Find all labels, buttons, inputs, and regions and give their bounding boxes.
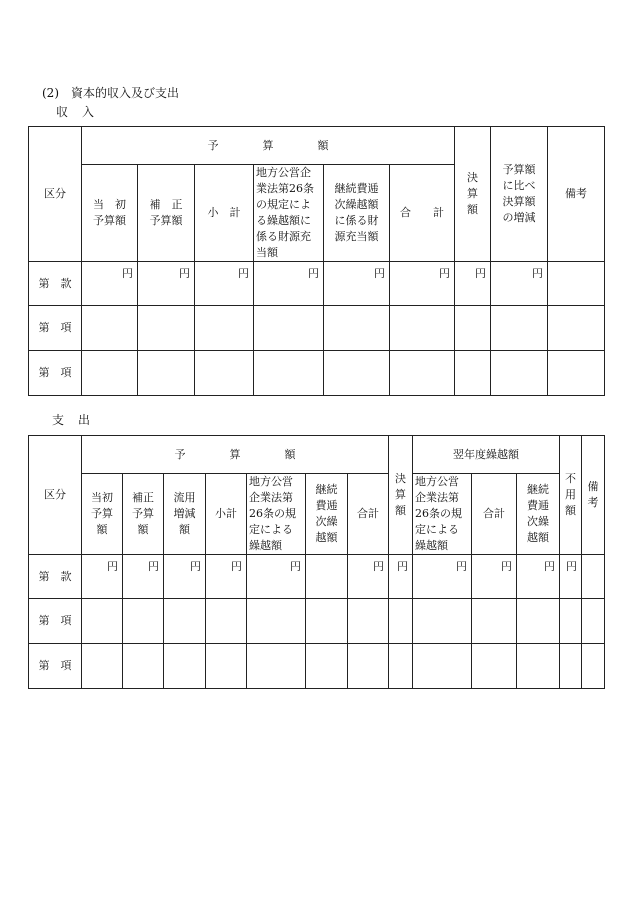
table-cell: 円 [195,262,254,306]
table-cell [164,599,206,644]
table-cell [82,599,123,644]
table-cell [455,306,491,351]
table-cell [306,599,348,644]
table-cell: 円 [455,262,491,306]
table-cell [582,555,605,599]
table-row [29,306,605,351]
table-cell [389,644,413,689]
table-cell [560,644,582,689]
table-cell [390,351,455,396]
table-cell: 円 [164,555,206,599]
expense-col-header: 合計 [348,474,389,555]
expense-kessan-header: 決 算 額 [389,436,413,555]
row-label: 第 項 [29,644,82,689]
expense-yokunen-header: 翌年度繰越額 [413,436,560,474]
income-col-header: 継続費逓 次繰越額 に係る財 源充当額 [324,165,390,262]
table-cell [306,555,348,599]
table-row [29,351,605,396]
table-cell: 円 [348,555,389,599]
table-cell [82,306,138,351]
expense-yokunen-col-header: 地方公営 企業法第 26条の規 定による 繰越額 [413,474,472,555]
income-yosan-header: 予 算 額 [82,127,455,165]
table-cell [247,644,306,689]
income-kessan-header: 決 算 額 [455,127,491,262]
expense-yosan-header: 予 算 額 [82,436,389,474]
table-cell [390,306,455,351]
expense-fuyo-header: 不 用 額 [560,436,582,555]
income-label: 収 入 [56,105,96,119]
income-biko-header: 備考 [548,127,605,262]
table-cell [582,599,605,644]
table-cell: 円 [324,262,390,306]
expense-col-header: 地方公営 企業法第 26条の規 定による 繰越額 [247,474,306,555]
income-kubun-header: 区分 [29,127,82,262]
row-label: 第 款 [29,262,82,306]
table-cell [548,351,605,396]
income-col-header: 当 初 予算額 [82,165,138,262]
expense-yokunen-col-header: 合計 [472,474,517,555]
table-cell [348,599,389,644]
table-cell: 円 [413,555,472,599]
income-col-header: 小 計 [195,165,254,262]
table-cell [472,644,517,689]
income-col-header: 地方公営企 業法第26条 の規定によ る繰越額に 係る財源充 当額 [254,165,324,262]
income-table [28,126,605,396]
table-cell [455,351,491,396]
row-label: 第 款 [29,555,82,599]
expense-kubun-header: 区分 [29,436,82,555]
table-cell [123,644,164,689]
table-cell [548,306,605,351]
table-cell [517,599,560,644]
table-cell [560,599,582,644]
table-cell [138,351,195,396]
expense-col-header: 小計 [206,474,247,555]
expense-biko-header: 備 考 [582,436,605,555]
expense-col-header: 当初 予算 額 [82,474,123,555]
table-cell [491,306,548,351]
table-cell: 円 [560,555,582,599]
table-cell [206,599,247,644]
table-cell [582,644,605,689]
expense-label: 支 出 [52,413,92,427]
table-cell [324,351,390,396]
table-cell [548,262,605,306]
table-cell [306,644,348,689]
table-cell [82,644,123,689]
table-cell [517,644,560,689]
table-cell [254,351,324,396]
income-col-header: 補 正 予算額 [138,165,195,262]
table-row [29,644,605,689]
table-cell [164,644,206,689]
table-cell: 円 [390,262,455,306]
table-cell [472,599,517,644]
table-cell [413,599,472,644]
table-cell: 円 [82,555,123,599]
table-cell [413,644,472,689]
table-cell [138,306,195,351]
table-cell: 円 [389,555,413,599]
table-cell: 円 [82,262,138,306]
table-cell: 円 [206,555,247,599]
table-cell [324,306,390,351]
table-cell [254,306,324,351]
table-row [29,262,605,306]
table-cell [491,351,548,396]
table-cell: 円 [138,262,195,306]
table-cell [195,351,254,396]
table-cell: 円 [247,555,306,599]
table-cell: 円 [254,262,324,306]
income-hikaku-header: 予算額 に比べ 決算額 の増減 [491,127,548,262]
table-cell: 円 [517,555,560,599]
table-cell [195,306,254,351]
table-cell [82,351,138,396]
table-cell [389,599,413,644]
table-cell: 円 [491,262,548,306]
expense-col-header: 継続 費逓 次繰 越額 [306,474,348,555]
row-label: 第 項 [29,351,82,396]
income-col-header: 合 計 [390,165,455,262]
table-cell [206,644,247,689]
expense-table [28,435,605,689]
expense-col-header: 流用 増減 額 [164,474,206,555]
table-cell [123,599,164,644]
table-cell [348,644,389,689]
section-title: (2) 資本的収入及び支出 [42,86,179,100]
row-label: 第 項 [29,306,82,351]
row-label: 第 項 [29,599,82,644]
table-cell: 円 [123,555,164,599]
table-cell: 円 [472,555,517,599]
expense-yokunen-col-header: 継続 費逓 次繰 越額 [517,474,560,555]
table-cell [247,599,306,644]
table-row [29,555,605,599]
table-row [29,599,605,644]
expense-col-header: 補正 予算 額 [123,474,164,555]
